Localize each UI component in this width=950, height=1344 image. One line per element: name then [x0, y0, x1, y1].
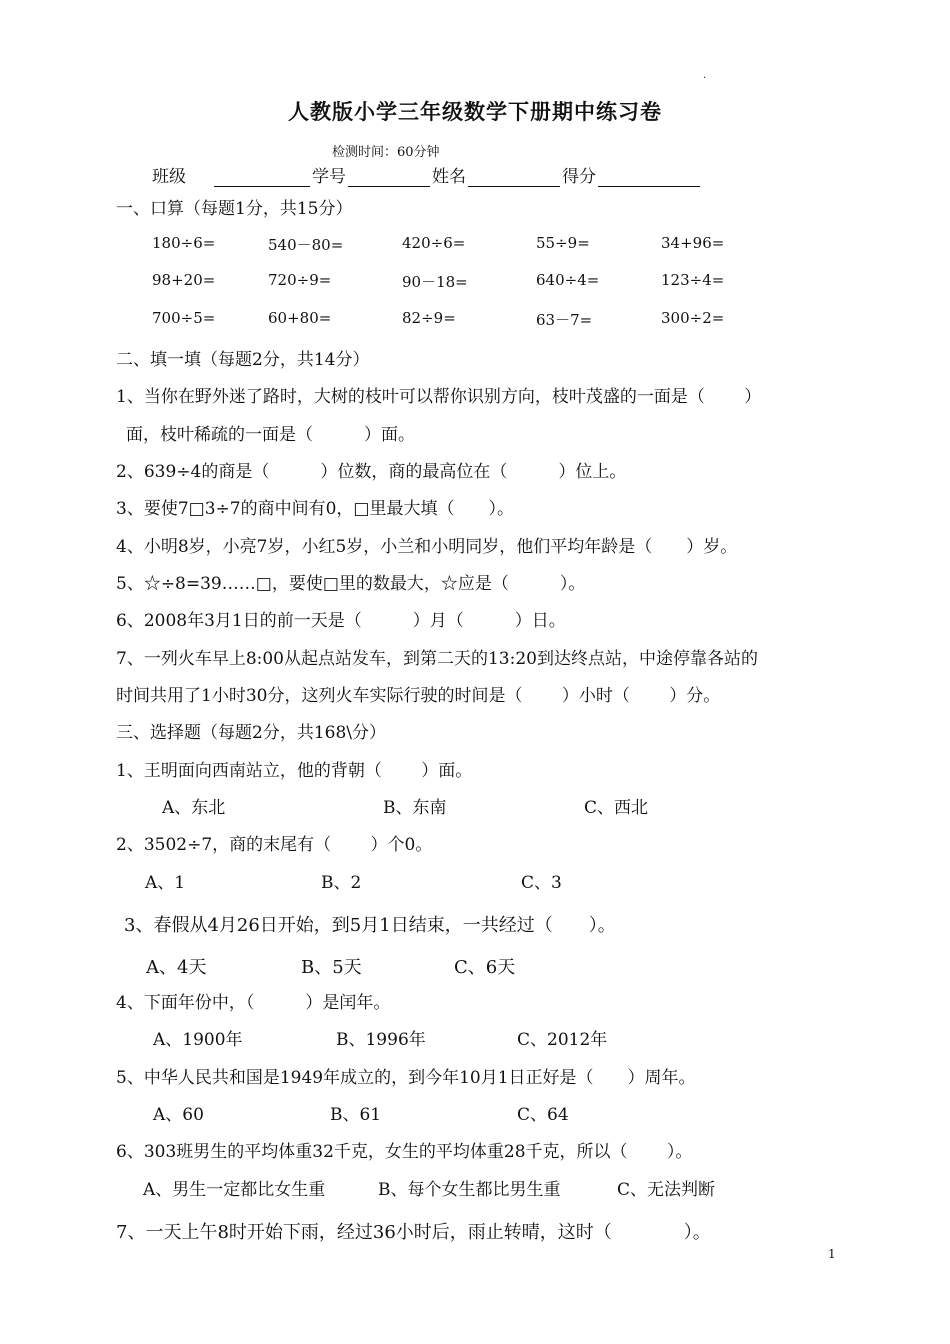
choice-option[interactable]: A、男生一定都比女生重: [143, 1180, 326, 1200]
calc-item: 640÷4=: [536, 271, 600, 289]
page-title: 人教版小学三年级数学下册期中练习卷: [288, 99, 662, 124]
fill-question: 4、小明8岁，小亮7岁，小红5岁，小兰和小明同岁，他们平均年龄是（ ）岁。: [116, 537, 738, 557]
exam-duration: 检测时间：60分钟: [332, 145, 440, 160]
calc-item: 90－18=: [402, 273, 468, 291]
fill-question: 6、2008年3月1日的前一天是（ ）月（ ）日。: [116, 611, 566, 631]
score-blank[interactable]: [598, 168, 700, 187]
choice-question: 2、3502÷7，商的末尾有（ ）个0。: [116, 835, 433, 855]
fill-question: 3、要使7□3÷7的商中间有0，□里最大填（ ）。: [116, 499, 514, 519]
calc-item: 420÷6=: [402, 234, 466, 252]
class-label: 班级: [152, 167, 186, 187]
name-blank[interactable]: [468, 168, 560, 187]
choice-option[interactable]: C、64: [517, 1105, 569, 1125]
fill-question: 2、639÷4的商是（ ）位数，商的最高位在（ ）位上。: [116, 462, 627, 482]
calc-item: 123÷4=: [661, 271, 725, 289]
calc-item: 55÷9=: [536, 234, 590, 252]
choice-question: 5、中华人民共和国是1949年成立的，到今年10月1日正好是（ ）周年。: [116, 1068, 696, 1088]
fill-question: 5、☆÷8=39……□，要使□里的数最大，☆应是（ ）。: [116, 574, 586, 594]
choice-option[interactable]: B、东南: [383, 798, 447, 818]
choice-question: 7、一天上午8时开始下雨，经过36小时后，雨止转晴，这时（ ）。: [116, 1222, 711, 1243]
fill-question: 时间共用了1小时30分，这列火车实际行驶的时间是（ ）小时（ ）分。: [116, 686, 721, 706]
calc-item: 60+80=: [268, 309, 332, 327]
choice-option[interactable]: A、1: [145, 873, 186, 893]
choice-option[interactable]: A、4天: [146, 957, 207, 978]
section2-heading: 二、填一填（每题2分，共14分）: [116, 350, 370, 370]
choice-option[interactable]: C、3: [521, 873, 562, 893]
choice-option[interactable]: C、6天: [454, 957, 516, 978]
calc-item: 82÷9=: [402, 309, 456, 327]
choice-option[interactable]: A、1900年: [153, 1030, 243, 1050]
choice-question: 4、下面年份中，（ ）是闰年。: [116, 993, 391, 1013]
choice-question: 1、王明面向西南站立，他的背朝（ ）面。: [116, 761, 473, 781]
corner-mark: .: [703, 70, 707, 81]
name-label: 姓名: [432, 167, 466, 187]
section1-heading: 一、口算（每题1分，共15分）: [116, 199, 353, 219]
choice-option[interactable]: B、61: [330, 1105, 382, 1125]
class-blank[interactable]: [214, 168, 310, 187]
fill-question: 7、一列火车早上8:00从起点站发车，到第二天的13:20到达终点站，中途停靠各站的: [116, 649, 758, 669]
page-number: 1: [828, 1247, 836, 1261]
choice-option[interactable]: B、2: [321, 873, 362, 893]
calc-item: 540－80=: [268, 236, 344, 254]
section3-heading: 三、选择题（每题2分，共168\分）: [116, 723, 386, 743]
choice-option[interactable]: A、60: [153, 1105, 204, 1125]
number-blank[interactable]: [348, 168, 430, 187]
choice-option[interactable]: C、西北: [584, 798, 649, 818]
calc-item: 63－7=: [536, 311, 593, 329]
choice-option[interactable]: A、东北: [162, 798, 226, 818]
choice-option[interactable]: C、无法判断: [617, 1180, 716, 1200]
number-label: 学号: [312, 167, 346, 187]
fill-question: 1、当你在野外迷了路时，大树的枝叶可以帮你识别方向，枝叶茂盛的一面是（ ）: [116, 387, 762, 407]
score-label: 得分: [562, 167, 596, 187]
choice-question: 3、春假从4月26日开始，到5月1日结束，一共经过（ ）。: [124, 915, 616, 936]
choice-question: 6、303班男生的平均体重32千克，女生的平均体重28千克，所以（ ）。: [116, 1142, 693, 1162]
choice-option[interactable]: C、2012年: [517, 1030, 608, 1050]
calc-item: 700÷5=: [152, 309, 216, 327]
choice-option[interactable]: B、1996年: [336, 1030, 426, 1050]
fill-question: 面，枝叶稀疏的一面是（ ）面。: [126, 425, 415, 445]
calc-item: 180÷6=: [152, 234, 216, 252]
choice-option[interactable]: B、每个女生都比男生重: [378, 1180, 561, 1200]
choice-option[interactable]: B、5天: [301, 957, 362, 978]
student-info-line: [152, 162, 702, 187]
calc-item: 98+20=: [152, 271, 216, 289]
calc-item: 720÷9=: [268, 271, 332, 289]
calc-item: 300÷2=: [661, 309, 725, 327]
calc-item: 34+96=: [661, 234, 725, 252]
